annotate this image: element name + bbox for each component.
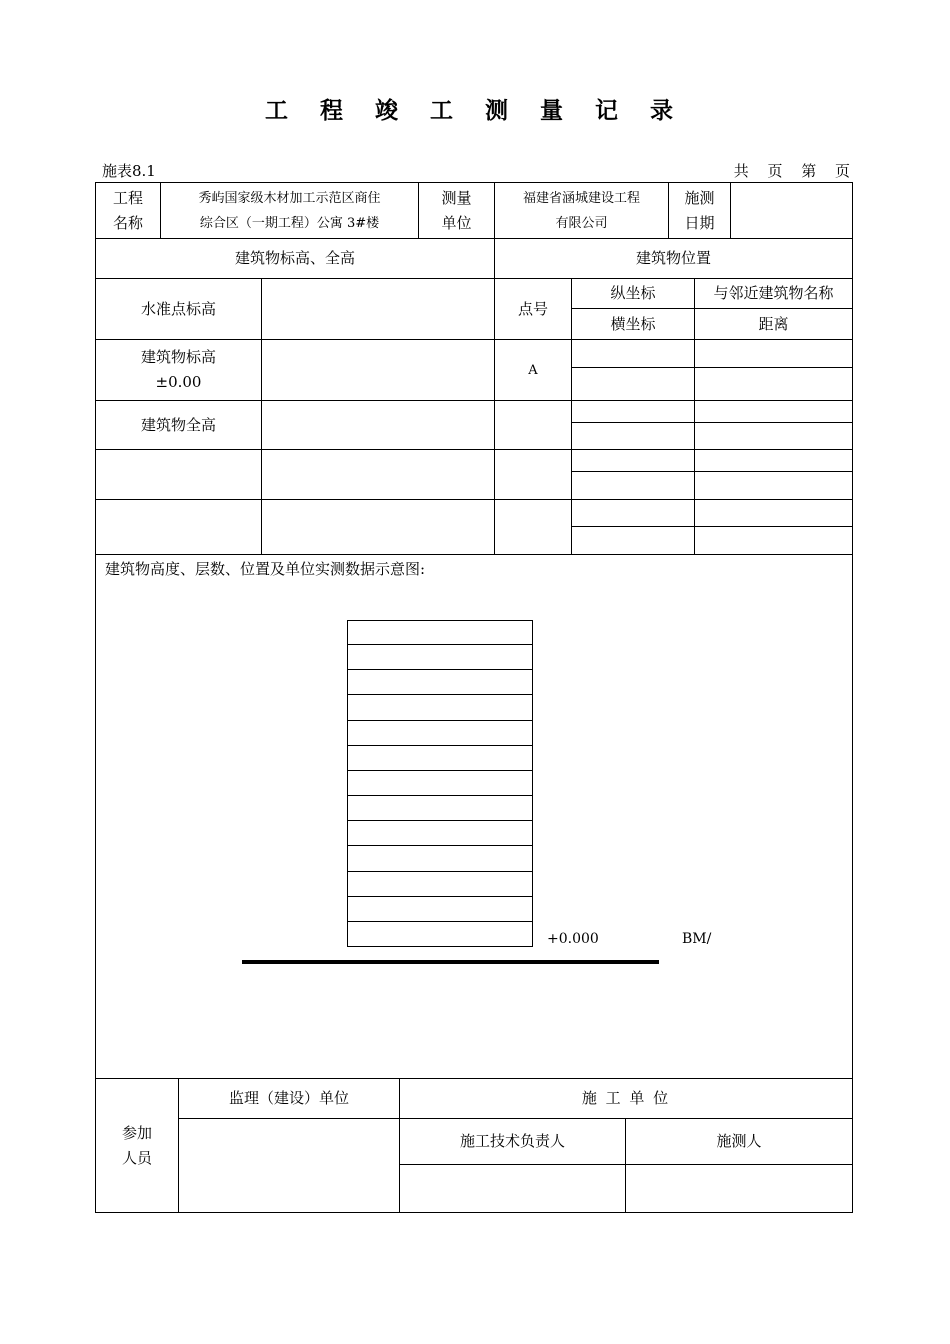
project-name-value: 秀屿国家级木材加工示范区商住 综合区（一期工程）公寓 3#楼: [198, 190, 381, 231]
diagram-caption: 建筑物高度、层数、位置及单位实测数据示意图:: [105, 560, 426, 578]
page-info: 共 页 第 页: [733, 162, 850, 180]
ground-line: [242, 960, 659, 964]
building-floor: [347, 720, 533, 746]
section-elevation: 建筑物标高、全高: [234, 249, 355, 267]
survey-date-label: 施测 日期: [684, 188, 715, 232]
survey-unit-label: 测量 单位: [441, 188, 472, 232]
benchmark-label: 水准点标高: [140, 299, 216, 318]
participants-label: 参加 人员: [121, 1123, 152, 1167]
form-number: 施表8.1: [102, 162, 156, 180]
building-floor: [347, 770, 533, 796]
survey-date-value[interactable]: [731, 183, 852, 238]
building-height-label: 建筑物全高: [140, 415, 216, 434]
building-floor: [347, 620, 533, 645]
supervisor-unit-label: 监理（建设）单位: [228, 1089, 349, 1107]
transverse-label: 横坐标: [610, 314, 656, 333]
building-floor: [347, 694, 533, 720]
project-name-label: 工程 名称: [112, 188, 143, 232]
longitudinal-label: 纵坐标: [610, 284, 656, 302]
neighbor-name-label: 与邻近建筑物名称: [713, 284, 834, 302]
building-floor: [347, 921, 533, 947]
building-floor: [347, 644, 533, 670]
point-no-label: 点号: [517, 299, 548, 318]
survey-unit-value: 福建省涵城建设工程 有限公司: [522, 190, 640, 231]
building-floor: [347, 896, 533, 922]
building-floor: [347, 669, 533, 695]
building-floor: [347, 820, 533, 846]
distance-label: 距离: [758, 314, 789, 333]
building-floor: [347, 745, 533, 771]
building-elevation-label: 建筑物标高 ±0.00: [140, 348, 216, 391]
surveyor-label: 施测人: [716, 1132, 762, 1150]
point-a-label: A: [528, 362, 538, 378]
construction-unit-label: 施 工 单 位: [581, 1089, 671, 1107]
building-floor: [347, 871, 533, 897]
section-position: 建筑物位置: [635, 249, 711, 267]
zero-level-label: +0.000: [547, 931, 599, 947]
page-title: 工 程 竣 工 测 量 记 录: [264, 97, 686, 124]
building-floor: [347, 795, 533, 821]
building-floor: [347, 845, 533, 871]
benchmark-mark-label: BM/: [682, 931, 712, 947]
tech-lead-label: 施工技术负责人: [459, 1132, 565, 1150]
